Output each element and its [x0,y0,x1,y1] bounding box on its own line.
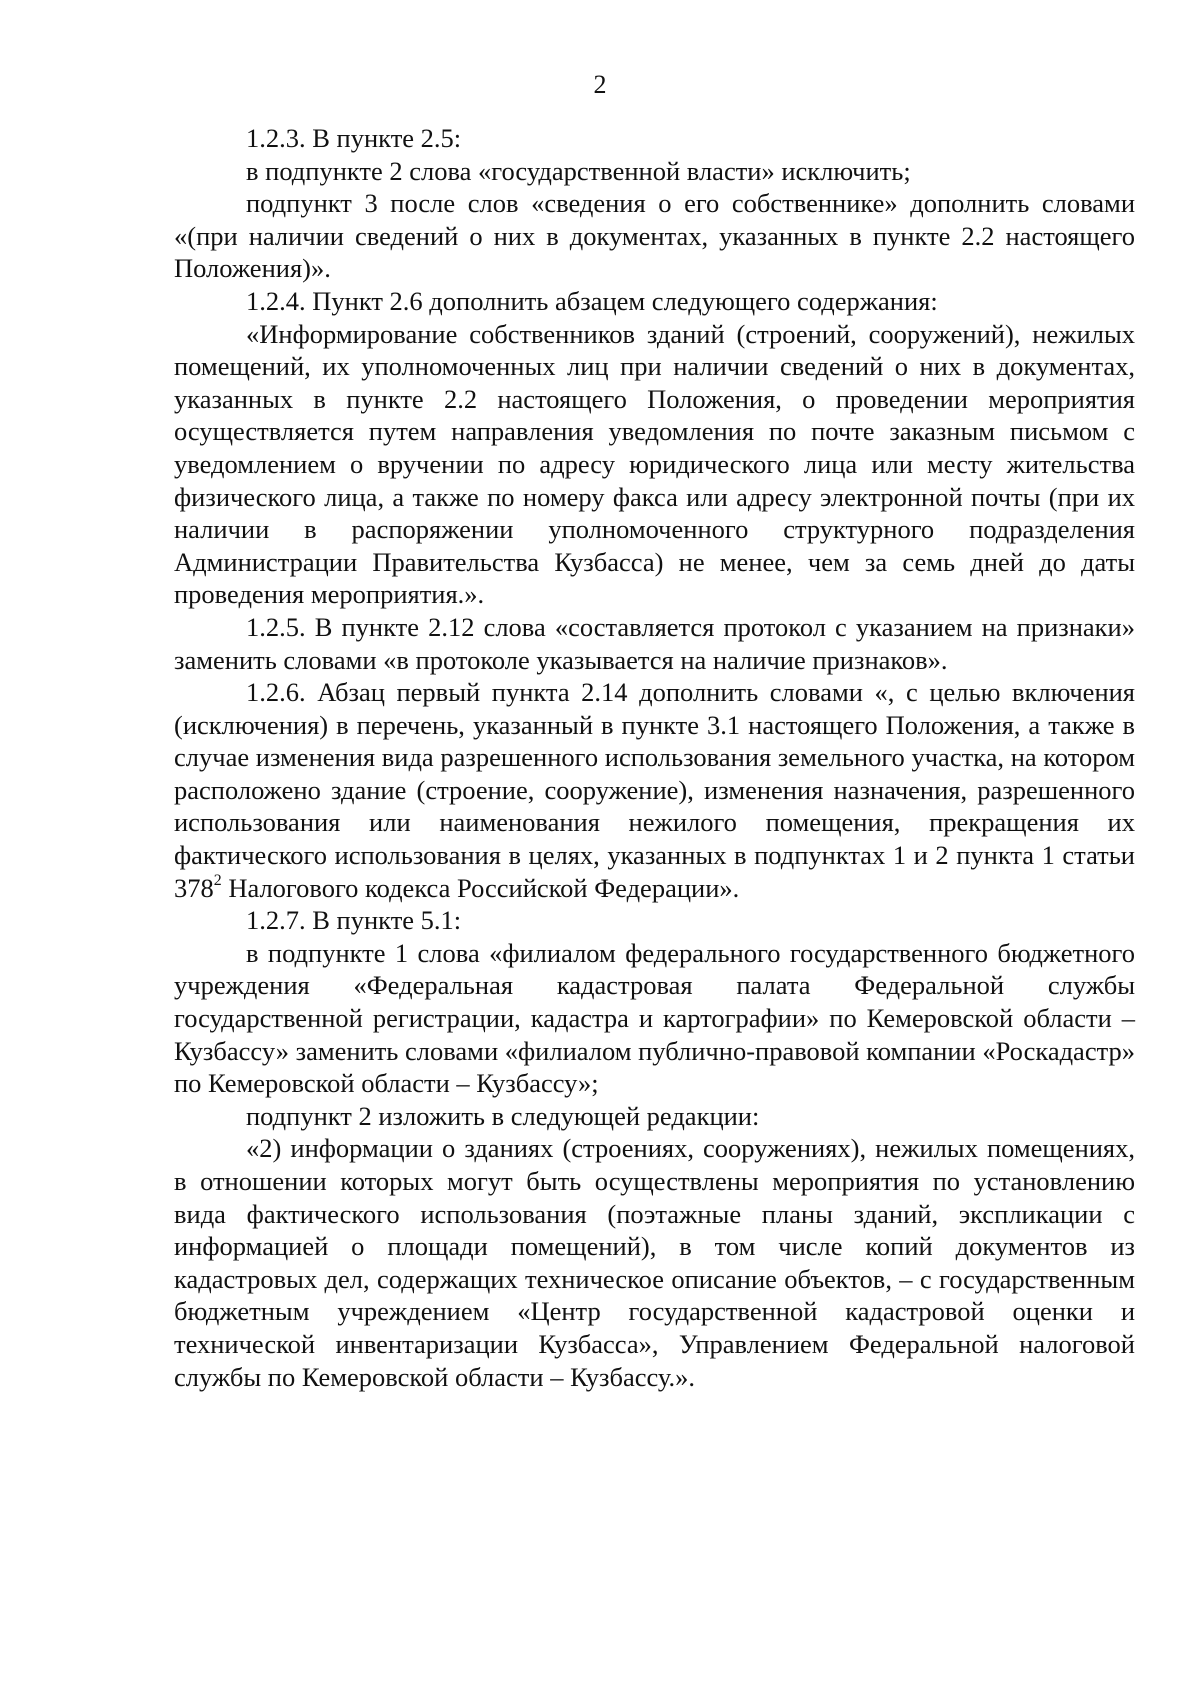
paragraph-subitem-1-replace: в подпункте 1 слова «филиалом федерального государственного бюджетного учреждения «Федеральная кадастровая палата Федеральной службы государственной регистрации, кадастра и картографии» по Кемеровской области – Кузбассу» заменить словами «филиалом публично-правовой компании «Роскадастр» по Кемеровской области – Кузбассу»; [174,937,1135,1099]
paragraph-1-2-5: 1.2.5. В пункте 2.12 слова «составляется протокол с указанием на признаки» заменить словами «в протоколе указывается на наличие признаков». [174,611,1135,675]
superscript-article-index: 2 [213,871,222,889]
paragraph-1-2-4-heading: 1.2.4. Пункт 2.6 дополнить абзацем следующего содержания: [246,285,938,316]
paragraph-1-2-6-text: 1.2.6. Абзац первый пункта 2.14 дополнить словами «, с целью включения (исключения) в перечень, указанный в пункте 3.1 настоящего Положения, а также в случае изменения вида разрешенного использования земельного участка, на котором расположено здание (строение, сооружение), изменения назначения, разрешенного использования или наименования нежилого помещения, прекращения их фактического использования в целях, указанных в подпунктах 1 и 2 пункта 1 статьи 378 [174,677,1135,903]
paragraph-1-2-6-text-end: Налогового кодекса Российской Федерации». [221,872,740,903]
paragraph-1-2-7-heading: 1.2.7. В пункте 5.1: [246,905,462,936]
paragraph-subitem-2-edit: подпункт 2 изложить в следующей редакции: [246,1100,760,1131]
paragraph-informing-owners: «Информирование собственников зданий (строений, сооружений), нежилых помещений, их уполномоченных лиц при наличии сведений о них в документах, указанных в пункте 2.2 настоящего Положения, о проведении мероприятия осуществляется путем направления уведомления по почте заказным письмом с уведомлением о вручении по адресу юридического лица или месту жительства физического лица, а также по номеру факса или адресу электронной почты (при их наличии в распоряжении уполномоченного структурного подразделения Администрации Правительства Кузбасса) не менее, чем за семь дней до даты проведения мероприятия.». [174,318,1135,610]
document-body [174,122,1135,1393]
paragraph-1-2-6 [174,676,1135,904]
paragraph-new-subitem-2-text: «2) информации о зданиях (строениях, сооружениях), нежилых помещениях, в отношении которых могут быть осуществлены мероприятия по установлению вида фактического использования (поэтажные планы зданий, экспликации с информацией о площади помещений), в том числе копий документов из кадастровых дел, содержащих техническое описание объектов, – с государственным бюджетным учреждением «Центр государственной кадастровой оценки и технической инвентаризации Кузбасса», Управлением Федеральной налоговой службы по Кемеровской области – Кузбассу.». [174,1133,1135,1392]
paragraph-subitem-2: в подпункте 2 слова «государственной власти» исключить; [246,155,911,186]
page-number: 2 [593,70,607,99]
paragraph-subitem-3: подпункт 3 после слов «сведения о его собственнике» дополнить словами «(при наличии сведений о них в документах, указанных в пункте 2.2 настоящего Положения)». [174,188,1135,284]
paragraph-1-2-3-heading: 1.2.3. В пункте 2.5: [246,123,462,153]
